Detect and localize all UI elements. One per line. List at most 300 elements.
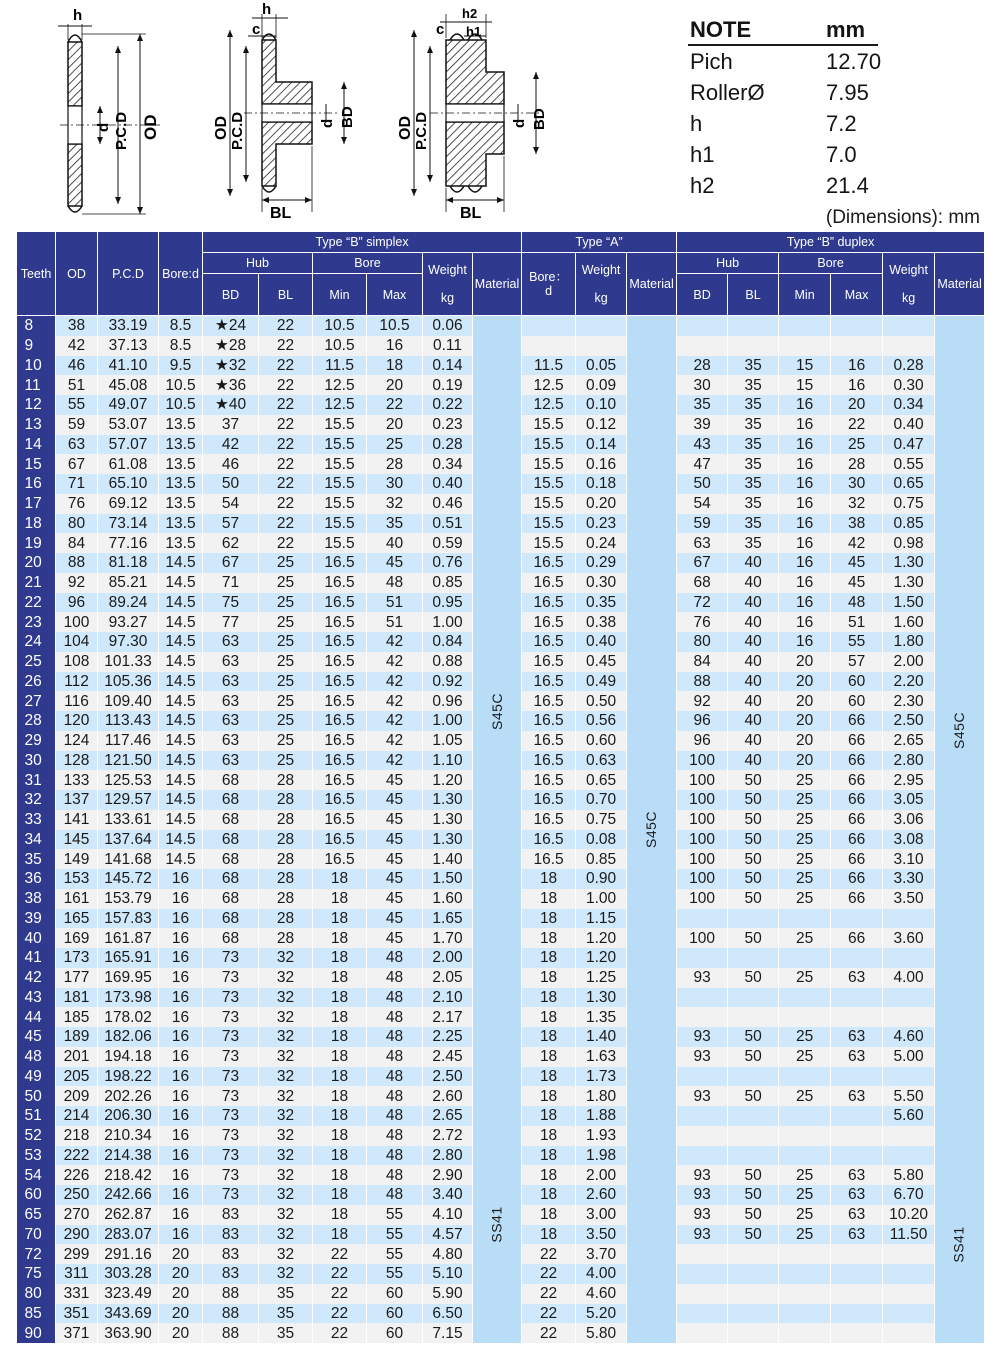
type-a-weight-cell: 1.20 xyxy=(576,948,627,968)
hub-bd-cell: 57 xyxy=(203,514,259,534)
bore-max-cell: 55 xyxy=(367,1264,423,1284)
hub-bd-cell: 68 xyxy=(203,849,259,869)
duplex-max-cell: 66 xyxy=(831,711,883,731)
hub-bl-cell: 22 xyxy=(259,494,313,514)
od-cell: 84 xyxy=(56,533,98,553)
pcd-cell: 165.91 xyxy=(98,948,159,968)
duplex-bl-cell: 50 xyxy=(728,770,779,790)
type-a-weight-cell: 0.70 xyxy=(576,790,627,810)
duplex-bl-cell: 50 xyxy=(728,810,779,830)
duplex-weight-cell: 0.55 xyxy=(883,454,935,474)
od-cell: 108 xyxy=(56,652,98,672)
type-a-weight-cell: 1.20 xyxy=(576,928,627,948)
dim-h2-label: h2 xyxy=(462,6,478,21)
bore-max-cell: 42 xyxy=(367,672,423,692)
dim-h1-label: h1 xyxy=(466,24,482,39)
type-a-bore-cell: 18 xyxy=(522,1027,576,1047)
type-a-weight-cell: 1.93 xyxy=(576,1126,627,1146)
bore-d-cell: 14.5 xyxy=(159,711,203,731)
duplex-max-cell: 20 xyxy=(831,395,883,415)
hub-bd-cell: 73 xyxy=(203,1027,259,1047)
header-material-a: Material xyxy=(627,253,677,316)
bore-max-cell: 48 xyxy=(367,1146,423,1166)
bore-d-cell: 16 xyxy=(159,988,203,1008)
hub-bd-cell: 73 xyxy=(203,1047,259,1067)
od-cell: 351 xyxy=(56,1304,98,1324)
type-a-weight-cell: 0.05 xyxy=(576,356,627,376)
bore-min-cell: 16.5 xyxy=(313,652,367,672)
hub-bl-cell: 32 xyxy=(259,1165,313,1185)
weight-cell: 0.88 xyxy=(423,652,473,672)
bore-d-cell: 16 xyxy=(159,1185,203,1205)
hub-bl-cell: 35 xyxy=(259,1304,313,1324)
type-a-weight-cell: 1.25 xyxy=(576,968,627,988)
dim-bl-label: BL xyxy=(270,205,292,222)
bore-max-cell: 48 xyxy=(367,968,423,988)
hub-bd-cell: 63 xyxy=(203,711,259,731)
hub-bd-cell: 77 xyxy=(203,612,259,632)
hub-bl-cell: 32 xyxy=(259,1185,313,1205)
pcd-cell: 141.68 xyxy=(98,849,159,869)
weight-cell: 5.10 xyxy=(423,1264,473,1284)
duplex-bd-cell xyxy=(677,1067,728,1087)
duplex-min-cell: 25 xyxy=(779,1027,831,1047)
bore-max-cell: 18 xyxy=(367,356,423,376)
od-cell: 371 xyxy=(56,1323,98,1343)
bore-max-cell: 48 xyxy=(367,988,423,1008)
bore-max-cell: 45 xyxy=(367,770,423,790)
hub-bl-cell: 22 xyxy=(259,514,313,534)
weight-label: Weight xyxy=(428,263,467,277)
duplex-bd-cell: 93 xyxy=(677,1165,728,1185)
hub-bd-cell: 68 xyxy=(203,830,259,850)
teeth-cell: 9 xyxy=(17,336,56,356)
duplex-weight-cell: 0.75 xyxy=(883,494,935,514)
hub-bl-cell: 25 xyxy=(259,672,313,692)
bore-min-cell: 16.5 xyxy=(313,593,367,613)
type-a-weight-cell: 0.63 xyxy=(576,751,627,771)
pcd-cell: 61.08 xyxy=(98,454,159,474)
table-row xyxy=(17,316,985,336)
type-a-bore-cell: 16.5 xyxy=(522,652,576,672)
bore-d-cell: 16 xyxy=(159,1007,203,1027)
duplex-bl-cell: 50 xyxy=(728,1185,779,1205)
teeth-cell: 51 xyxy=(17,1106,56,1126)
type-a-weight-cell: 0.08 xyxy=(576,830,627,850)
duplex-bl-cell: 40 xyxy=(728,751,779,771)
header-hub-duplex: Hub xyxy=(677,253,779,274)
teeth-cell: 60 xyxy=(17,1185,56,1205)
weight-cell: 1.05 xyxy=(423,731,473,751)
pcd-cell: 85.21 xyxy=(98,573,159,593)
pcd-cell: 65.10 xyxy=(98,474,159,494)
bore-d-cell: 16 xyxy=(159,909,203,929)
type-a-bore-cell: 18 xyxy=(522,988,576,1008)
duplex-bd-cell: 93 xyxy=(677,1205,728,1225)
teeth-cell: 42 xyxy=(17,968,56,988)
duplex-bl-cell: 50 xyxy=(728,889,779,909)
teeth-cell: 39 xyxy=(17,909,56,929)
type-a-bore-cell: 16.5 xyxy=(522,672,576,692)
duplex-min-cell: 20 xyxy=(779,731,831,751)
duplex-bl-cell: 50 xyxy=(728,790,779,810)
duplex-bd-cell xyxy=(677,336,728,356)
duplex-bl-cell: 35 xyxy=(728,395,779,415)
header-bd: BD xyxy=(203,274,259,316)
bore-d-cell: 13.5 xyxy=(159,474,203,494)
weight-cell: 0.95 xyxy=(423,593,473,613)
header-material: Material xyxy=(473,253,522,316)
material-label: S45C xyxy=(643,810,660,849)
duplex-max-cell: 45 xyxy=(831,553,883,573)
header-bd-duplex: BD xyxy=(677,274,728,316)
material-type-a-s45c xyxy=(627,316,677,1344)
bore-max-cell: 45 xyxy=(367,810,423,830)
weight-cell: 1.00 xyxy=(423,612,473,632)
pcd-cell: 178.02 xyxy=(98,1007,159,1027)
hub-bd-cell: 68 xyxy=(203,909,259,929)
duplex-max-cell xyxy=(831,1264,883,1284)
hub-bl-cell: 25 xyxy=(259,691,313,711)
bore-min-cell: 18 xyxy=(313,909,367,929)
duplex-min-cell xyxy=(779,1007,831,1027)
bore-min-cell: 15.5 xyxy=(313,474,367,494)
duplex-max-cell: 66 xyxy=(831,889,883,909)
duplex-weight-cell: 3.60 xyxy=(883,928,935,948)
teeth-cell: 50 xyxy=(17,1086,56,1106)
duplex-bl-cell xyxy=(728,909,779,929)
duplex-weight-cell: 0.34 xyxy=(883,395,935,415)
hub-bl-cell: 32 xyxy=(259,948,313,968)
duplex-min-cell: 16 xyxy=(779,454,831,474)
pcd-cell: 242.66 xyxy=(98,1185,159,1205)
weight-cell: 7.15 xyxy=(423,1323,473,1343)
note-value: 7.0 xyxy=(826,141,857,167)
duplex-bd-cell xyxy=(677,1106,728,1126)
type-a-bore-cell: 18 xyxy=(522,869,576,889)
header-teeth: Teeth xyxy=(17,232,56,316)
plate-sprocket-drawing xyxy=(58,7,160,214)
od-cell: 205 xyxy=(56,1067,98,1087)
duplex-min-cell: 25 xyxy=(779,928,831,948)
duplex-min-cell: 16 xyxy=(779,553,831,573)
duplex-bl-cell xyxy=(728,1067,779,1087)
bore-min-cell: 16.5 xyxy=(313,751,367,771)
type-a-weight-cell: 1.73 xyxy=(576,1067,627,1087)
type-a-bore-cell: 16.5 xyxy=(522,849,576,869)
duplex-min-cell: 25 xyxy=(779,1086,831,1106)
duplex-max-cell: 51 xyxy=(831,612,883,632)
od-cell: 76 xyxy=(56,494,98,514)
duplex-max-cell: 60 xyxy=(831,672,883,692)
bore-max-cell: 45 xyxy=(367,928,423,948)
type-a-bore-cell: 18 xyxy=(522,1165,576,1185)
pcd-cell: 363.90 xyxy=(98,1323,159,1343)
hub-bd-cell: 73 xyxy=(203,1007,259,1027)
note-label: Pich xyxy=(690,48,733,74)
duplex-weight-cell: 2.30 xyxy=(883,691,935,711)
bore-min-cell: 18 xyxy=(313,1185,367,1205)
hub-bl-cell: 22 xyxy=(259,316,313,336)
pcd-cell: 53.07 xyxy=(98,415,159,435)
teeth-cell: 33 xyxy=(17,810,56,830)
type-a-bore-cell: 18 xyxy=(522,1106,576,1126)
type-a-bore-cell: 15.5 xyxy=(522,435,576,455)
duplex-weight-cell xyxy=(883,1126,935,1146)
bore-min-cell: 16.5 xyxy=(313,770,367,790)
bore-max-cell: 20 xyxy=(367,415,423,435)
hub-bl-cell: 32 xyxy=(259,1027,313,1047)
bore-a-d-label: d xyxy=(545,284,553,298)
pcd-cell: 323.49 xyxy=(98,1284,159,1304)
hub-bl-cell: 32 xyxy=(259,988,313,1008)
duplex-weight-cell: 2.20 xyxy=(883,672,935,692)
duplex-min-cell xyxy=(779,1067,831,1087)
dim-h-label: h xyxy=(73,7,83,24)
duplex-bl-cell xyxy=(728,1284,779,1304)
duplex-weight-cell: 2.50 xyxy=(883,711,935,731)
bore-max-cell: 42 xyxy=(367,751,423,771)
duplex-bd-cell: 100 xyxy=(677,790,728,810)
type-a-bore-cell: 16.5 xyxy=(522,691,576,711)
bore-max-cell: 48 xyxy=(367,1185,423,1205)
od-cell: 250 xyxy=(56,1185,98,1205)
weight-cell: 2.05 xyxy=(423,968,473,988)
weight-cell: 1.30 xyxy=(423,810,473,830)
od-cell: 63 xyxy=(56,435,98,455)
hub-bd-cell: 73 xyxy=(203,1185,259,1205)
duplex-weight-cell: 1.30 xyxy=(883,553,935,573)
hub-bd-cell: 83 xyxy=(203,1264,259,1284)
weight-cell: 0.11 xyxy=(423,336,473,356)
bore-d-cell: 16 xyxy=(159,968,203,988)
duplex-bd-cell: 54 xyxy=(677,494,728,514)
type-a-weight-cell: 0.30 xyxy=(576,573,627,593)
teeth-cell: 85 xyxy=(17,1304,56,1324)
duplex-bl-cell: 35 xyxy=(728,533,779,553)
note-row xyxy=(688,170,988,201)
duplex-bl-cell: 50 xyxy=(728,1086,779,1106)
bore-d-cell: 20 xyxy=(159,1264,203,1284)
bore-d-cell: 14.5 xyxy=(159,573,203,593)
type-a-weight-cell: 1.88 xyxy=(576,1106,627,1126)
pcd-cell: 129.57 xyxy=(98,790,159,810)
note-label: h xyxy=(690,110,703,136)
duplex-min-cell: 25 xyxy=(779,830,831,850)
teeth-cell: 53 xyxy=(17,1146,56,1166)
duplex-bd-cell xyxy=(677,909,728,929)
header-min-duplex: Min xyxy=(779,274,831,316)
pcd-cell: 117.46 xyxy=(98,731,159,751)
weight-cell: 1.70 xyxy=(423,928,473,948)
type-a-bore-cell: 16.5 xyxy=(522,790,576,810)
duplex-bd-cell: 67 xyxy=(677,553,728,573)
od-cell: 173 xyxy=(56,948,98,968)
pcd-cell: 77.16 xyxy=(98,533,159,553)
type-a-weight-cell: 0.65 xyxy=(576,770,627,790)
hub-bd-cell: 73 xyxy=(203,1146,259,1166)
type-a-weight-cell: 0.45 xyxy=(576,652,627,672)
weight-cell: 0.84 xyxy=(423,632,473,652)
type-a-weight-cell: 0.85 xyxy=(576,849,627,869)
duplex-max-cell: 45 xyxy=(831,573,883,593)
duplex-weight-cell: 3.50 xyxy=(883,889,935,909)
bore-max-cell: 48 xyxy=(367,1086,423,1106)
bore-min-cell: 10.5 xyxy=(313,336,367,356)
hub-bd-cell: ★24 xyxy=(203,316,259,336)
bore-max-cell: 48 xyxy=(367,1027,423,1047)
note-label: RollerØ xyxy=(690,79,765,105)
hub-bl-cell: 22 xyxy=(259,533,313,553)
teeth-cell: 17 xyxy=(17,494,56,514)
pcd-cell: 105.36 xyxy=(98,672,159,692)
hub-bl-cell: 22 xyxy=(259,454,313,474)
hub-bl-cell: 32 xyxy=(259,1244,313,1264)
duplex-min-cell xyxy=(779,1106,831,1126)
weight-cell: 4.10 xyxy=(423,1205,473,1225)
weight-cell: 0.23 xyxy=(423,415,473,435)
duplex-bl-cell: 40 xyxy=(728,612,779,632)
duplex-min-cell: 20 xyxy=(779,711,831,731)
type-a-weight-cell: 5.20 xyxy=(576,1304,627,1324)
header-area xyxy=(0,0,1000,232)
pcd-cell: 194.18 xyxy=(98,1047,159,1067)
pcd-cell: 97.30 xyxy=(98,632,159,652)
pcd-cell: 169.95 xyxy=(98,968,159,988)
bore-d-cell: 16 xyxy=(159,1047,203,1067)
duplex-bl-cell: 50 xyxy=(728,1027,779,1047)
duplex-bd-cell: 59 xyxy=(677,514,728,534)
duplex-min-cell: 16 xyxy=(779,494,831,514)
teeth-cell: 29 xyxy=(17,731,56,751)
duplex-bd-cell: 30 xyxy=(677,375,728,395)
duplex-min-cell: 25 xyxy=(779,1047,831,1067)
duplex-weight-cell xyxy=(883,909,935,929)
teeth-cell: 22 xyxy=(17,593,56,613)
duplex-max-cell: 57 xyxy=(831,652,883,672)
duplex-weight-cell xyxy=(883,1067,935,1087)
type-a-bore-cell: 18 xyxy=(522,968,576,988)
bore-min-cell: 18 xyxy=(313,1106,367,1126)
bore-min-cell: 16.5 xyxy=(313,672,367,692)
duplex-min-cell: 16 xyxy=(779,514,831,534)
od-cell: 120 xyxy=(56,711,98,731)
hub-bl-cell: 25 xyxy=(259,573,313,593)
bore-max-cell: 48 xyxy=(367,1165,423,1185)
bore-d-cell: 14.5 xyxy=(159,790,203,810)
hub-bd-cell: 88 xyxy=(203,1323,259,1343)
dim-d-label-3: d xyxy=(511,118,528,128)
type-a-bore-cell: 18 xyxy=(522,909,576,929)
duplex-min-cell xyxy=(779,1146,831,1166)
od-cell: 299 xyxy=(56,1244,98,1264)
duplex-min-cell xyxy=(779,1284,831,1304)
duplex-weight-cell xyxy=(883,1244,935,1264)
duplex-bl-cell xyxy=(728,1244,779,1264)
hub-bd-cell: 63 xyxy=(203,691,259,711)
duplex-bl-cell xyxy=(728,948,779,968)
bore-max-cell: 22 xyxy=(367,395,423,415)
type-a-bore-cell: 12.5 xyxy=(522,395,576,415)
pcd-cell: 41.10 xyxy=(98,356,159,376)
duplex-bd-cell: 93 xyxy=(677,1185,728,1205)
duplex-bl-cell xyxy=(728,1007,779,1027)
hub-bl-cell: 28 xyxy=(259,790,313,810)
type-a-weight-cell: 5.80 xyxy=(576,1323,627,1343)
material-label: SS41 xyxy=(488,1206,505,1243)
note-row xyxy=(688,77,988,108)
duplex-weight-cell xyxy=(883,1304,935,1324)
teeth-cell: 10 xyxy=(17,356,56,376)
duplex-bl-cell: 35 xyxy=(728,454,779,474)
note-heading: NOTE xyxy=(690,17,752,42)
duplex-bl-cell xyxy=(728,1126,779,1146)
teeth-cell: 18 xyxy=(17,514,56,534)
duplex-bd-cell: 93 xyxy=(677,1047,728,1067)
weight-cell: 0.14 xyxy=(423,356,473,376)
type-a-weight-cell: 3.00 xyxy=(576,1205,627,1225)
duplex-max-cell xyxy=(831,1323,883,1343)
od-cell: 169 xyxy=(56,928,98,948)
teeth-cell: 52 xyxy=(17,1126,56,1146)
duplex-weight-cell: 4.00 xyxy=(883,968,935,988)
teeth-cell: 20 xyxy=(17,553,56,573)
bore-max-cell: 45 xyxy=(367,849,423,869)
od-cell: 124 xyxy=(56,731,98,751)
type-a-bore-cell: 16.5 xyxy=(522,632,576,652)
bore-min-cell: 15.5 xyxy=(313,514,367,534)
duplex-min-cell: 16 xyxy=(779,395,831,415)
od-cell: 218 xyxy=(56,1126,98,1146)
duplex-weight-cell: 6.70 xyxy=(883,1185,935,1205)
type-a-weight-cell: 0.40 xyxy=(576,632,627,652)
duplex-bl-cell xyxy=(728,1146,779,1166)
dim-pcd-label: P.C.D xyxy=(113,111,130,150)
header-material-duplex: Material xyxy=(935,253,985,316)
duplex-weight-cell: 3.08 xyxy=(883,830,935,850)
duplex-bl-cell xyxy=(728,988,779,1008)
teeth-cell: 12 xyxy=(17,395,56,415)
od-cell: 51 xyxy=(56,375,98,395)
weight-cell: 0.22 xyxy=(423,395,473,415)
weight-cell: 0.92 xyxy=(423,672,473,692)
duplex-max-cell: 16 xyxy=(831,375,883,395)
dim-h-label-2: h xyxy=(262,1,272,18)
bore-min-cell: 15.5 xyxy=(313,435,367,455)
duplex-max-cell xyxy=(831,909,883,929)
pcd-cell: 291.16 xyxy=(98,1244,159,1264)
duplex-bl-cell: 50 xyxy=(728,1225,779,1245)
bore-max-cell: 45 xyxy=(367,909,423,929)
duplex-min-cell: 25 xyxy=(779,1205,831,1225)
note-value: 21.4 xyxy=(826,172,869,198)
dim-d-label-2: d xyxy=(319,118,336,128)
bore-a-label: Bore： xyxy=(529,270,569,284)
duplex-bl-cell: 40 xyxy=(728,593,779,613)
od-cell: 133 xyxy=(56,770,98,790)
od-cell: 153 xyxy=(56,869,98,889)
bore-max-cell: 16 xyxy=(367,336,423,356)
header-hub: Hub xyxy=(203,253,313,274)
duplex-bd-cell: 47 xyxy=(677,454,728,474)
kg-label: kg xyxy=(440,291,455,305)
bore-d-cell: 10.5 xyxy=(159,375,203,395)
pcd-cell: 214.38 xyxy=(98,1146,159,1166)
dim-pcd-label-3: P.C.D xyxy=(413,111,430,150)
hub-bl-cell: 22 xyxy=(259,435,313,455)
header-type-b-duplex: Type “B” duplex xyxy=(677,232,985,253)
type-a-weight-cell: 0.90 xyxy=(576,869,627,889)
